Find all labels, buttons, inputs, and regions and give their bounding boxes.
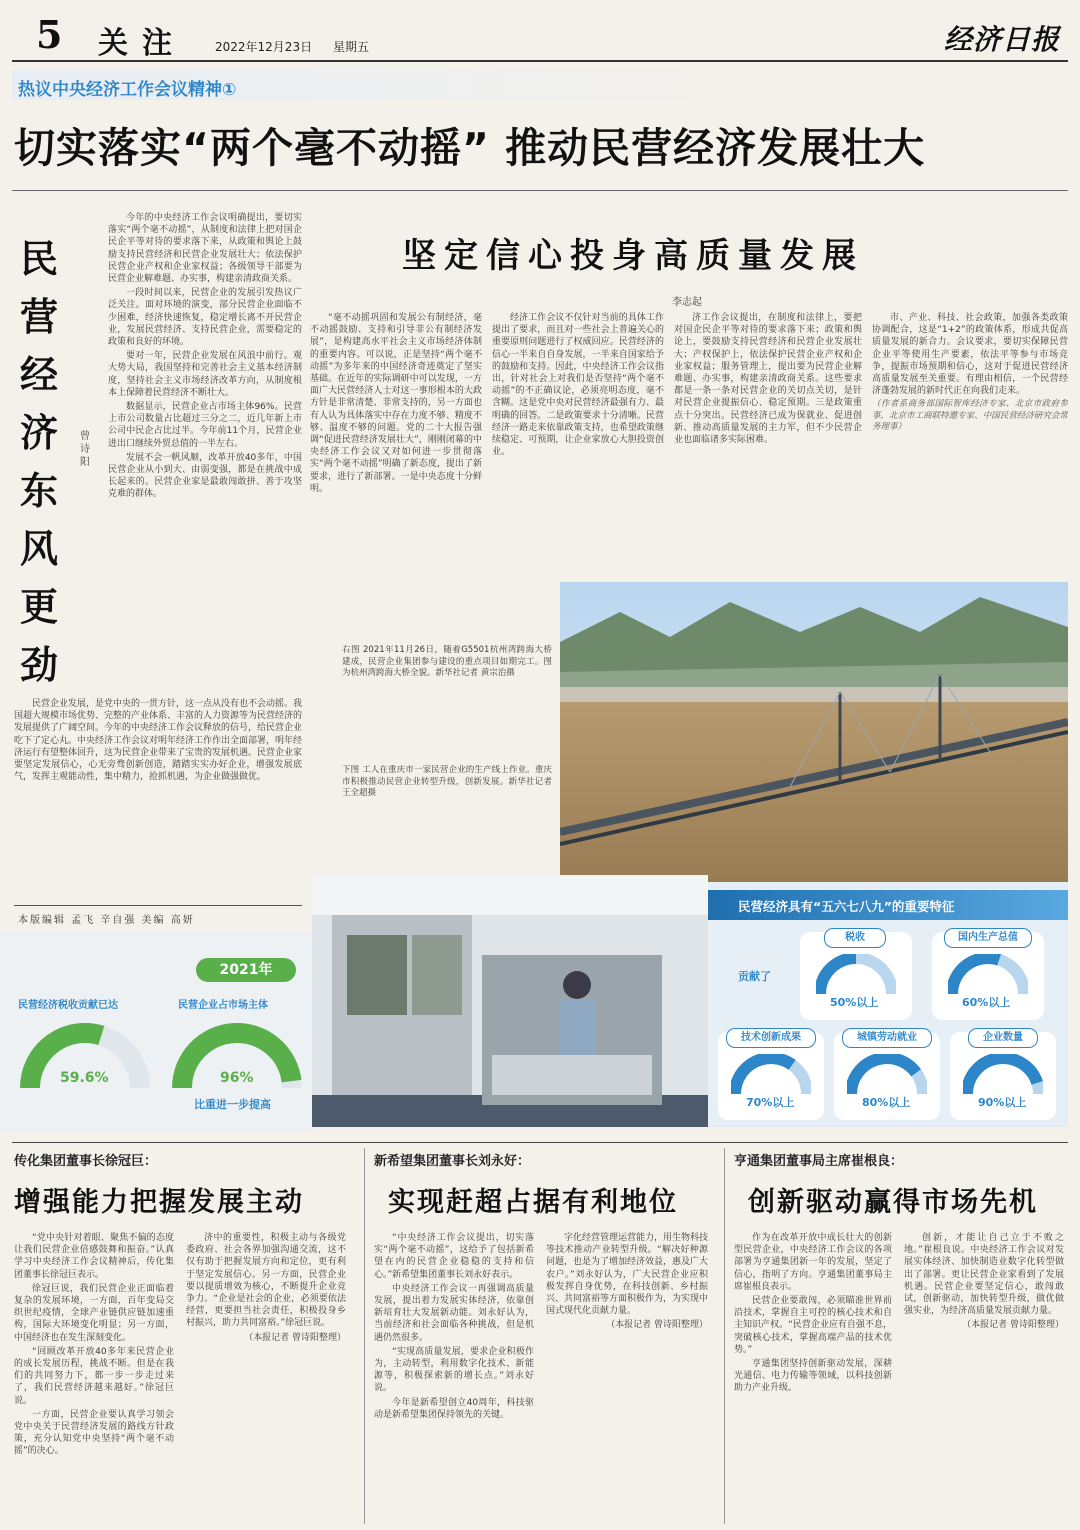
editors-rule [14, 905, 302, 906]
interview-title: 增强能力把握发展主动 [14, 1187, 304, 1218]
commentary-wide-body [14, 698, 302, 894]
caption-text: 下图 工人在重庆市一家民营企业的生产线上作业。重庆市积极推动民营企业转型升级，创新发展。新华社记者 王全超摄 [342, 765, 552, 798]
stat-label: 国内生产总值 [944, 928, 1032, 948]
stat-label: 税收 [824, 928, 886, 948]
interview-kicker: 传化集团董事长徐冠巨： [14, 1154, 158, 1169]
interview-body-2 [186, 1232, 346, 1524]
interview-body-2 [546, 1232, 708, 1524]
stat-value: 60%以上 [962, 996, 1011, 1009]
caption-bottom [342, 765, 552, 861]
interview-paragraph: “中央经济工作会议提出，切实落实“两个毫不动摇”，这给予了包括新希望在内的民营企业稳稳的支持和信心。”新希望集团董事长刘永好表示。 [374, 1233, 534, 1280]
interview-body [734, 1232, 892, 1524]
interview-body [14, 1232, 174, 1524]
commentary-paragraph: 要对一年，民营企业发展在风浪中前行。观大势大局，我国坚持和完善社会主义基本经济制度，坚持社会主义市场经济改革方向，从制度根本上保障着民营经济不断壮大。 [108, 351, 302, 398]
contributed-label: 贡献了 [738, 970, 771, 983]
infographic-title-bar [708, 890, 1068, 920]
gauge-icon [948, 954, 1028, 998]
feature-title: 坚定信心投身高质量发展 [402, 236, 864, 276]
feature-author: 李志起 [672, 297, 702, 308]
interview-reporter: （本报记者 曾诗阳整理） [244, 1332, 346, 1343]
stat-tax-share-label: 民营经济税收贡献已达 [18, 1000, 118, 1011]
column-rule [724, 1148, 725, 1524]
gauge-fill [735, 1058, 792, 1094]
factory-illustration [312, 875, 708, 1127]
interview-body [374, 1232, 534, 1524]
interview-paragraph: 徐冠巨说，我们民营企业正面临着复杂的发展环境，一方面，百年变局交织世纪疫情，全球产业链供应链加速重构，国际大环境变化明显；另一方面，中国经济也在发生深刻变化。 [14, 1283, 174, 1343]
stats-2021-panel [0, 932, 312, 1132]
stat-value: 50%以上 [830, 996, 879, 1009]
stat-market-share-value: 96% [220, 1070, 254, 1086]
feature-paragraph: 经济工作会议不仅针对当前的具体工作提出了要求，而且对一些社会上普遍关心的重要原则问题进行了权威回应。民营经济的信心一半来自自身发展，一半来自国家给予的鼓励和支持。因此，中央经济工作会议指出，针对社会上对我们是否坚持“两个毫不动摇”的不正确议论，必须亮明态度，毫不含糊。这是党中央对民营经济最强有力、最明确的回答。二是政策要求十分清晰。民营经济一路走来依靠政策支持，也希望政策继续稳定、可预期，让企业家放心大胆投资创业。 [492, 313, 664, 458]
stat-value: 80%以上 [862, 1096, 911, 1109]
newspaper-logo: 经济日报 [944, 23, 1061, 56]
feature-col-2 [492, 312, 664, 574]
gauge-icon [963, 1054, 1043, 1098]
interview-2 [374, 1150, 714, 1530]
kicker-bar [12, 70, 1068, 100]
commentary-paragraph: 发展不会一帆风顺，改革开放40多年，中国民营企业从小到大、由弱变强，都是在挑战中成长起来的。民营企业家是最敢闯敢拼、善于攻坚克难的群体。 [108, 452, 302, 500]
factory-photo [312, 875, 708, 1127]
stat-market-share-note: 比重进一步提高 [194, 1098, 271, 1111]
commentary-author: 曾诗阳 [80, 431, 90, 468]
interview-kicker: 新希望集团董事长刘永好： [374, 1154, 531, 1169]
stat-value: 70%以上 [746, 1096, 795, 1109]
interview-paragraph: 字化经营管理运营能力，用生物科技等技术推动产业转型升级。“解决好种源问题，也是为了增加经济效益，惠及广大农户。”刘永好认为，广大民营企业应积极发挥自身优势，在科技创新、乡村振兴、共同富裕等方面积极作为，为实现中国式现代化贡献力量。 [546, 1233, 708, 1317]
gauge-icon [816, 954, 896, 998]
interview-reporter: （本报记者 曾诗阳整理） [962, 1320, 1064, 1331]
interview-paragraph: 一方面，民营企业要认真学习领会党中央关于民营经济发展的路线方针政策，充分认知党中央坚持“两个毫不动摇”的决心。 [14, 1409, 174, 1457]
gauge-fill [967, 1058, 1037, 1094]
gauge-fill [851, 1058, 916, 1094]
interview-paragraph: “实现高质量发展，要求企业积极作为，主动转型，利用数字化技术、新能源等，积极探索新的增长点。”刘永好说。 [374, 1346, 534, 1394]
feature-col-1 [310, 312, 482, 574]
stat-gdp [932, 932, 1044, 1020]
commentary-title: 民营经济东风更劲 [20, 236, 59, 687]
interview-title: 实现赶超占据有利地位 [388, 1187, 678, 1218]
gauge-fill [820, 958, 856, 994]
interview-title: 创新驱动赢得市场先机 [748, 1187, 1038, 1218]
year-badge: 2021年 [196, 958, 296, 982]
interview-paragraph: 济中的重要性，积极主动与各级党委政府、社会各界加强沟通交流，这不仅有助于把握发展方向和定位，更有利于坚定发展信心。另一方面，民营企业要以提质增效为核心，不断提升企业竞争力。“企业是社会的企业，必须要依法经营，更要担当社会责任，积极投身乡村振兴，助力共同富裕。”徐冠巨说。 [186, 1233, 346, 1329]
infographic-title: 民营经济具有“五六七八九”的重要特征 [738, 899, 955, 914]
interview-kicker: 亨通集团董事局主席崔根良： [734, 1154, 904, 1169]
interview-paragraph: 民营企业要敢闯，必须瞄准世界前沿技术，掌握自主可控的核心技术和自主知识产权。“民营企业应有自强不息，突破核心技术，掌握高端产品的技术优势。” [734, 1296, 892, 1355]
interview-paragraph: 亨通集团坚持创新驱动发展，深耕光通信、电力传输等领域，以科技创新助力产业升级。 [734, 1359, 892, 1394]
feature-col-4 [872, 312, 1068, 574]
stat-value: 90%以上 [978, 1096, 1027, 1109]
interview-1 [14, 1150, 352, 1530]
commentary-paragraph: 一段时间以来，民营企业的发展引发热议广泛关注。面对环境的演变，部分民营企业面临不少困难，经济快速恢复，稳定增长离不开民营企业，发展民营经济、支持民营企业，需要稳定的政策和良好的环境。 [108, 288, 302, 348]
masthead [0, 0, 1080, 66]
stat-label: 技术创新成果 [726, 1028, 816, 1048]
masthead-rule [12, 60, 1068, 62]
stat-label: 企业数量 [968, 1028, 1038, 1048]
bridge-photo [560, 582, 1068, 882]
feature-col-3 [674, 312, 862, 574]
headline-rule [12, 190, 1068, 191]
commentary-paragraph: 数据显示，民营企业占市场主体96%。民营上市公司数量占比超过三分之二，近几年新上市公司中民企占比过半。今年前11个月，民营企业进出口继续外贸总值的一半左右。 [108, 402, 302, 449]
feature-author-note: （作者系商务部国际智库经济专家、北京市政府参事，北京市工商联特邀专家、中国民营经济研究会常务理事） [872, 399, 1068, 433]
stat-enterprises [950, 1032, 1056, 1120]
stat-market-share-label: 民营企业占市场主体 [178, 1000, 268, 1011]
interview-paragraph: “回顾改革开放40多年来民营企业的成长发展历程，挑战不断。但是在我们的共同努力下，都一步一步走过来了，我们民营经济越来越好。”徐冠巨说。 [14, 1346, 174, 1406]
main-headline: 切实落实“两个毫不动摇” 推动民营经济发展壮大 [14, 124, 926, 172]
section-divider [12, 1142, 1068, 1143]
caption-top-right [342, 645, 552, 741]
kicker-text: 热议中央经济工作会议精神① [18, 80, 237, 100]
commentary-body [108, 212, 302, 692]
stat-employment [834, 1032, 940, 1120]
stat-innovation [718, 1032, 824, 1120]
section-name: 关注 [98, 26, 186, 61]
gauge-icon [847, 1054, 927, 1098]
gauge-fill [952, 958, 999, 994]
interview-paragraph: 今年是新希望创立40周年，科技驱动是新希望集团保持领先的关键。 [374, 1397, 534, 1420]
column-rule [364, 1148, 365, 1524]
feature-paragraph: “毫不动摇巩固和发展公有制经济，毫不动摇鼓励、支持和引导非公有制经济发展”，是构建高水平社会主义市场经济体制的重要内容。可以说，正是坚持“两个毫不动摇”为多年来的中国经济奇迹奠定了坚实基础。在近年的实际调研中可以发现，一方面广大民营经济人士对这一事形根本的大政方针是非常清楚、非常支持的，另一方面也有人认为具体落实中存在力度不够、精度不够、温度不够的问题。党的二十大报告强调“促进民营经济发展壮大”，刚刚闭幕的中央经济工作会议又对如何进一步贯彻落实“两个毫不动摇”明确了新态度，提出了新要求，进行了新部署。一是中央态度十分鲜明。 [310, 313, 482, 494]
interview-paragraph: 中央经济工作会议一再强调高质量发展，提出着力发展实体经济，依靠创新培育壮大发展新动能。刘永好认为，当前经济和社会面临各种挑战，但是机遇仍然很多。 [374, 1283, 534, 1343]
interview-3 [734, 1150, 1068, 1530]
stat-tax [800, 932, 912, 1020]
gauge-icon [731, 1054, 811, 1098]
feature-paragraph: 济工作会议提出，在制度和法律上，要把对国企民企平等对待的要求落下来；政策和舆论上，要鼓励支持民营经济和民营企业发展壮大；产权保护上，依法保护民营企业产权和企业家权益；服务管理上，提出要为民营企业解难题、办实事，构建亲清政商关系。这些要求都是一条一条对民营企业的关切点关切，是针对民营企业提振信心、稳定预期。三是政策重点十分突出。民营经济已成为保就业、促进创新、推动高质量发展的主力军，但不少民营企业也面临诸多实际困难。 [674, 313, 862, 446]
page-number: 5 [36, 12, 63, 57]
bridge-illustration [560, 582, 1068, 882]
feature-paragraph: 市、产业、科技、社会政策，加强各类政策协调配合，这是“1+2”的政策体系，形成共促高质量发展的新合力。会议要求，要切实保障民营企业平等使用生产要素，依法平等参与市场竞争，提振市场预期和信心，这对于促进民营经济高质量发展至关重要。有理由相信，一个民营经济蓬勃发展的新时代正在向我们走来。 [872, 313, 1068, 397]
interview-paragraph: 作为在改革开放中成长壮大的创新型民营企业，中央经济工作会议的各项部署为亨通集团新一年的发展，坚定了信心，指明了方向。亨通集团董事局主席崔根良表示。 [734, 1233, 892, 1292]
interview-reporter: （本报记者 曾诗阳整理） [606, 1320, 708, 1331]
infographic-panel [708, 882, 1068, 1127]
interview-paragraph: 创新，才能让自己立于不败之地。”崔根良说。中央经济工作会议对发展实体经济、加快制造业数字化转型做出了部署。更让民营企业家看到了发展机遇。民营企业要坚定信心，敢闯敢试，创新驱动，加快转型升级，做优做强实业，为经济高质量发展贡献力量。 [904, 1233, 1064, 1317]
issue-weekday: 星期五 [333, 40, 370, 54]
stat-tax-share-value: 59.6% [60, 1070, 109, 1086]
caption-text: 右图 2021年11月26日，随着G5501杭州湾跨海大桥建成，民营企业集团参与建设的重点项目如期完工。图为杭州湾跨海大桥全貌。新华社记者 黄宗治摄 [342, 645, 552, 678]
stat-label: 城镇劳动就业 [842, 1028, 932, 1048]
editors-credit: 本版编辑 孟飞 辛自强 美编 高妍 [18, 915, 195, 926]
commentary-wide-paragraph: 民营企业发展，是党中央的一贯方针，这一点从没有也不会动摇。我国超大规模市场优势、完整的产业体系、丰富的人力资源等为民营经济的发展提供了广阔空间。今年的中央经济工作会议释放的信号，给民营企业吃下了定心丸。中央经济工作会议对明年经济工作作出全面部署，明年经济运行有望整体回升，这为民营企业带来了宝贵的发展机遇。民营企业家要坚定发展信心，心无旁骛创新创造，踏踏实实办好企业，增强发展底气，发挥主观能动性，集中精力，抢抓机遇，为企业做强做优。 [14, 699, 302, 783]
issue-date: 2022年12月23日 [215, 40, 313, 54]
interview-paragraph: “党中央针对着眼、聚焦不偏的态度让我们民营企业倍感鼓舞和振奋。”认真学习中央经济工作会议精神后，传化集团董事长徐冠巨表示。 [14, 1233, 174, 1280]
interview-body-2 [904, 1232, 1064, 1524]
commentary-paragraph: 今年的中央经济工作会议明确提出，要切实落实“两个毫不动摇”，从制度和法律上把对国企民企平等对待的要求落下来，从政策和舆论上鼓励支持民营经济和民营企业发展壮大；依法保护民营企业产权和企业家权益；各级领导干部要为民营企业解难题、办实事，构建亲清政商关系。 [108, 213, 302, 285]
